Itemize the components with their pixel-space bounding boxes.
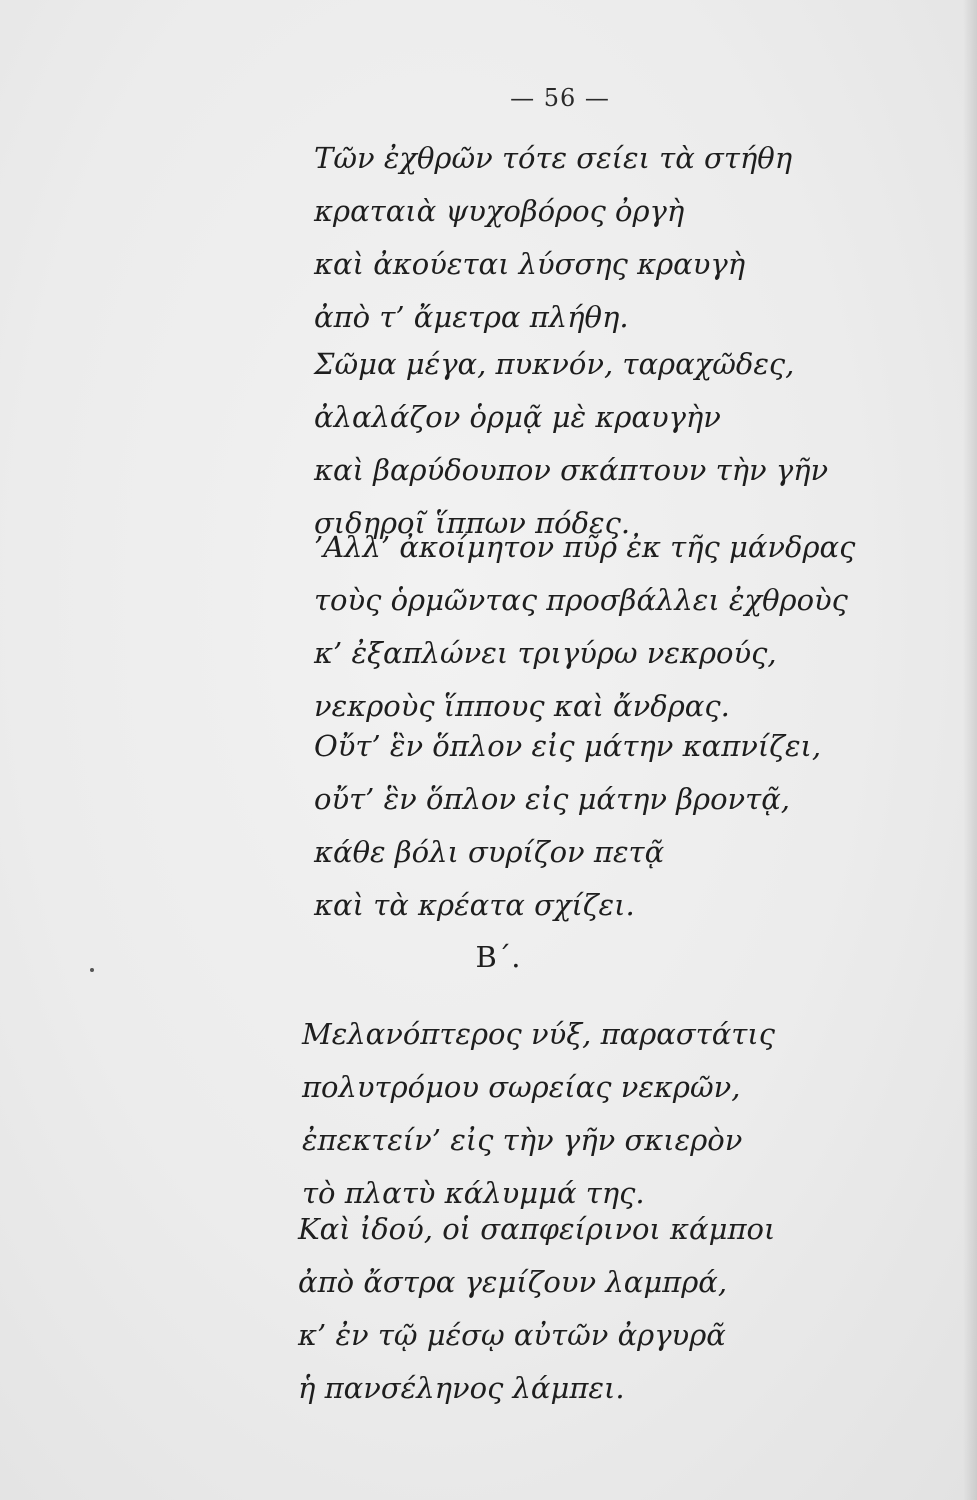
stanza-4 [314,720,834,932]
stanza-1 [314,132,834,344]
stanza-5 [302,1008,822,1220]
verse-line: ἀπὸ ἄστρα γεμίζουν λαμπρά, [298,1265,728,1299]
verse-line: πολυτρόμου σωρείας νεκρῶν, [302,1070,741,1104]
verse-line: κ’ ἐν τῷ μέσῳ αὐτῶν ἀργυρᾶ [298,1318,726,1352]
verse-line: καὶ ἀκούεται λύσσης κραυγὴ [314,247,746,281]
verse-line: Τῶν ἐχθρῶν τότε σείει τὰ στήθη [314,141,793,175]
verse-line: κ’ ἐξαπλώνει τριγύρω νεκρούς, [314,636,777,670]
section-heading: Β΄. [475,940,521,974]
stanza-3 [314,521,856,733]
verse-line: σιδηροῖ ἵππων πόδες. [314,506,631,540]
paper-speck [90,968,94,972]
stanza-2 [314,338,834,550]
verse-line: τὸ πλατὺ κάλυμμά της. [302,1176,645,1210]
verse-line: οὔτ’ ἓν ὅπλον εἰς μάτην βροντᾷ, [314,782,791,816]
verse-line: κάθε βόλι συρίζον πετᾷ [314,835,665,869]
verse-line: Σῶμα μέγα, πυκνόν, ταραχῶδες, [314,347,795,381]
stanza-6 [298,1203,818,1415]
verse-line: ’Αλλ’ ἀκοίμητον πῦρ ἐκ τῆς μάνδρας [314,530,856,564]
verse-line: ἀπὸ τ’ ἄμετρα πλήθη. [314,300,629,334]
verse-line: καὶ βαρύδουπον σκάπτουν τὴν γῆν [314,453,829,487]
verse-line: νεκροὺς ἵππους καὶ ἄνδρας. [314,689,730,723]
verse-line: ἀλαλάζον ὁρμᾷ μὲ κραυγὴν [314,400,721,434]
verse-line: κραταιὰ ψυχοβόρος ὀργὴ [314,194,685,228]
verse-line: Καὶ ἰδού, οἱ σαπφείρινοι κάμποι [298,1212,776,1246]
verse-line: ἡ πανσέληνος λάμπει. [298,1371,625,1405]
verse-line: Οὔτ’ ἓν ὅπλον εἰς μάτην καπνίζει, [314,729,822,763]
verse-line: Μελανόπτερος νύξ, παραστάτις [302,1017,775,1051]
verse-line: τοὺς ὁρμῶντας προσβάλλει ἐχθροὺς [314,583,848,617]
verse-line: καὶ τὰ κρέατα σχίζει. [314,888,635,922]
page-edge-shadow [963,0,977,1500]
verse-line: ἐπεκτείν’ εἰς τὴν γῆν σκιερὸν [302,1123,743,1157]
page-number: — 56 — [510,84,610,112]
